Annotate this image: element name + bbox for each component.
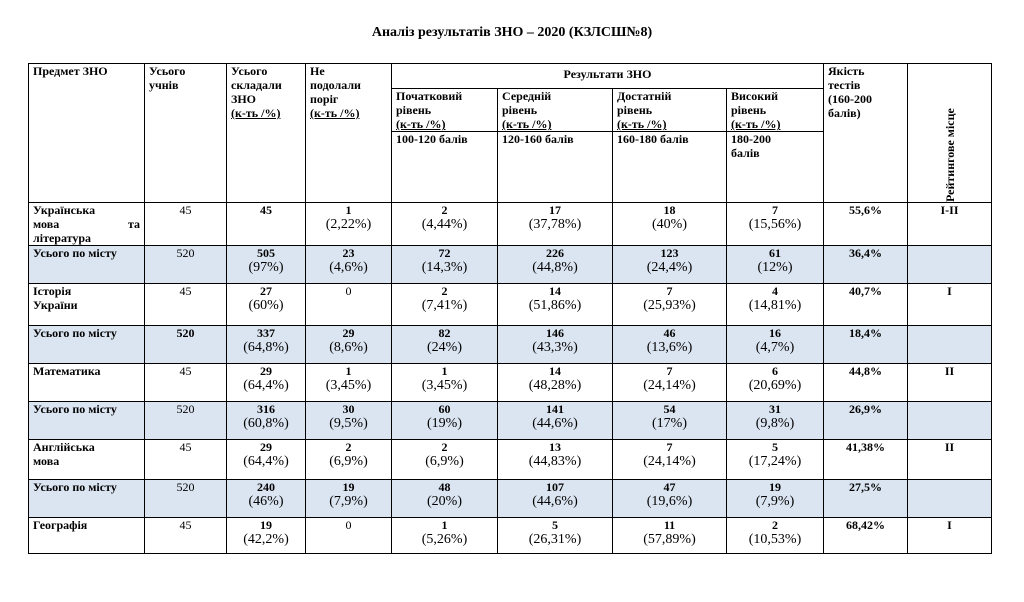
cell-l2: 5 (26,31%) [498, 518, 613, 554]
cell-notpassed: 1 (3,45%) [306, 364, 392, 402]
cell-l1: 72 (14,3%) [392, 246, 498, 284]
cell-took: 19 (42,2%) [227, 518, 306, 554]
results-table [28, 63, 992, 554]
city-total-row [29, 246, 992, 284]
city-total-row [29, 480, 992, 518]
cell-students: 45 [145, 440, 227, 480]
cell-l3: 54 (17%) [613, 402, 727, 440]
page-title: Аналіз результатів ЗНО – 2020 (КЗЛСШ№8) [371, 25, 653, 40]
cell-l2: 141 (44,6%) [498, 402, 613, 440]
cell-took: 337 (64,8%) [227, 326, 306, 364]
cell-l1: 1 (3,45%) [392, 364, 498, 402]
cell-l1: 82 (24%) [392, 326, 498, 364]
cell-rank [908, 246, 992, 284]
cell-rank [908, 402, 992, 440]
cell-rank: І [908, 284, 992, 326]
cell-notpassed: 29 (8,6%) [306, 326, 392, 364]
cell-quality: 40,7% [824, 284, 908, 326]
cell-l4: 61 (12%) [727, 246, 824, 284]
cell-l1: 2 (4,44%) [392, 203, 498, 246]
cell-took: 45 [227, 203, 306, 246]
header-rank: Рейтингове місце [908, 64, 992, 203]
cell-l3: 7 (24,14%) [613, 440, 727, 480]
cell-subject: Усього по місту [29, 246, 145, 284]
cell-rank [908, 480, 992, 518]
cell-subject: Усього по місту [29, 402, 145, 440]
cell-l1: 2 (6,9%) [392, 440, 498, 480]
cell-took: 27 (60%) [227, 284, 306, 326]
cell-rank: І [908, 518, 992, 554]
cell-l2: 14 (51,86%) [498, 284, 613, 326]
cell-notpassed: 0 [306, 518, 392, 554]
cell-subject: Усього по місту [29, 480, 145, 518]
subject-row [29, 364, 992, 402]
cell-l3: 123 (24,4%) [613, 246, 727, 284]
subject-row [29, 284, 992, 326]
header-high: Високий рівень (к-ть /%) 180-200 балів [727, 89, 824, 203]
cell-quality: 27,5% [824, 480, 908, 518]
subject-row [29, 518, 992, 554]
cell-l3: 47 (19,6%) [613, 480, 727, 518]
cell-subject: Англійська мова [29, 440, 145, 480]
cell-subject: Історія України [29, 284, 145, 326]
cell-quality: 44,8% [824, 364, 908, 402]
header-middle: Середній рівень (к-ть /%) 120-160 балів [498, 89, 613, 203]
cell-l2: 14 (48,28%) [498, 364, 613, 402]
cell-l4: 6 (20,69%) [727, 364, 824, 402]
cell-l2: 13 (44,83%) [498, 440, 613, 480]
header-initial: Початковий рівень (к-ть /%) 100-120 балів [392, 89, 498, 203]
cell-students: 520 [145, 326, 227, 364]
cell-quality: 36,4% [824, 246, 908, 284]
header-results: Результати ЗНО [392, 64, 824, 89]
header-quality: Якість тестів (160-200 балів) [824, 64, 908, 203]
cell-students: 45 [145, 284, 227, 326]
header-total-took: Усього складали ЗНО (к-ть /%) [227, 64, 306, 203]
cell-took: 29 (64,4%) [227, 364, 306, 402]
cell-took: 240 (46%) [227, 480, 306, 518]
cell-l3: 18 (40%) [613, 203, 727, 246]
cell-l4: 5 (17,24%) [727, 440, 824, 480]
cell-quality: 26,9% [824, 402, 908, 440]
cell-l3: 7 (25,93%) [613, 284, 727, 326]
cell-notpassed: 0 [306, 284, 392, 326]
cell-l1: 2 (7,41%) [392, 284, 498, 326]
cell-took: 29 (64,4%) [227, 440, 306, 480]
cell-l4: 2 (10,53%) [727, 518, 824, 554]
subject-row [29, 203, 992, 246]
cell-students: 45 [145, 203, 227, 246]
cell-l4: 4 (14,81%) [727, 284, 824, 326]
cell-quality: 41,38% [824, 440, 908, 480]
cell-notpassed: 19 (7,9%) [306, 480, 392, 518]
cell-l4: 31 (9,8%) [727, 402, 824, 440]
cell-rank: ІІ [908, 440, 992, 480]
cell-l1: 60 (19%) [392, 402, 498, 440]
header-not-passed: Не подолали поріг (к-ть /%) [306, 64, 392, 203]
cell-quality: 68,42% [824, 518, 908, 554]
cell-took: 316 (60,8%) [227, 402, 306, 440]
cell-l4: 19 (7,9%) [727, 480, 824, 518]
header-total-students: Усього учнів [145, 64, 227, 203]
cell-students: 520 [145, 246, 227, 284]
cell-subject: Українська мова та література [29, 203, 145, 246]
cell-l1: 1 (5,26%) [392, 518, 498, 554]
cell-l2: 146 (43,3%) [498, 326, 613, 364]
cell-l1: 48 (20%) [392, 480, 498, 518]
cell-notpassed: 2 (6,9%) [306, 440, 392, 480]
cell-l2: 107 (44,6%) [498, 480, 613, 518]
cell-quality: 55,6% [824, 203, 908, 246]
cell-subject: Математика [29, 364, 145, 402]
cell-students: 520 [145, 480, 227, 518]
cell-students: 45 [145, 364, 227, 402]
cell-notpassed: 23 (4,6%) [306, 246, 392, 284]
cell-rank [908, 326, 992, 364]
cell-l3: 7 (24,14%) [613, 364, 727, 402]
cell-notpassed: 1 (2,22%) [306, 203, 392, 246]
cell-took: 505 (97%) [227, 246, 306, 284]
city-total-row [29, 326, 992, 364]
cell-rank: І-ІІ [908, 203, 992, 246]
cell-l4: 7 (15,56%) [727, 203, 824, 246]
table-body [29, 203, 992, 554]
cell-students: 45 [145, 518, 227, 554]
header-row-1 [29, 64, 992, 89]
cell-rank: ІІ [908, 364, 992, 402]
cell-l3: 11 (57,89%) [613, 518, 727, 554]
cell-l4: 16 (4,7%) [727, 326, 824, 364]
cell-subject: Географія [29, 518, 145, 554]
cell-notpassed: 30 (9,5%) [306, 402, 392, 440]
cell-subject: Усього по місту [29, 326, 145, 364]
subject-row [29, 440, 992, 480]
cell-l3: 46 (13,6%) [613, 326, 727, 364]
cell-l2: 17 (37,78%) [498, 203, 613, 246]
cell-l2: 226 (44,8%) [498, 246, 613, 284]
city-total-row [29, 402, 992, 440]
cell-quality: 18,4% [824, 326, 908, 364]
header-sufficient: Достатній рівень (к-ть /%) 160-180 балів [613, 89, 727, 203]
cell-students: 520 [145, 402, 227, 440]
header-subject: Предмет ЗНО [29, 64, 145, 203]
